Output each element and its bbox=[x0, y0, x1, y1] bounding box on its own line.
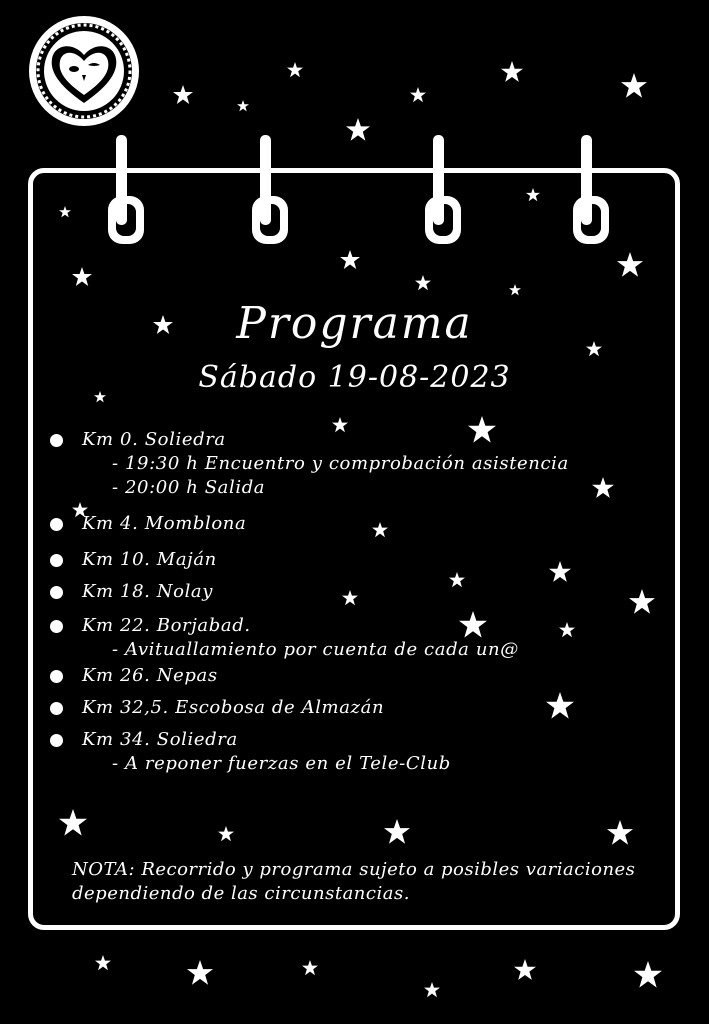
stop-detail: - A reponer fuerzas en el Tele-Club bbox=[112, 753, 451, 774]
stop-detail: - 20:00 h Salida bbox=[112, 477, 266, 498]
bullet-icon bbox=[50, 620, 63, 633]
stop-detail: - 19:30 h Encuentro y comprobación asistencia bbox=[112, 453, 569, 474]
star-icon bbox=[634, 961, 662, 988]
ring-icon bbox=[252, 135, 288, 244]
program-list bbox=[46, 428, 666, 776]
bullet-icon bbox=[50, 670, 63, 683]
list-item bbox=[46, 728, 666, 776]
notepad-rings bbox=[0, 0, 709, 260]
stop-label: Km 10. Maján bbox=[82, 549, 217, 570]
stop-label: Km 34. Soliedra bbox=[82, 729, 238, 750]
star-icon bbox=[514, 959, 536, 980]
footnote: NOTA: Recorrido y programa sujeto a posibles variaciones dependiendo de las circunstancias. bbox=[72, 859, 636, 904]
list-item bbox=[46, 580, 666, 604]
bullet-icon bbox=[50, 734, 63, 747]
star-icon bbox=[302, 960, 318, 975]
list-item bbox=[46, 664, 666, 688]
stop-label: Km 4. Momblona bbox=[82, 513, 247, 534]
list-item bbox=[46, 548, 666, 572]
bullet-icon bbox=[50, 702, 63, 715]
list-item bbox=[46, 614, 666, 662]
stop-detail: - Avituallamiento por cuenta de cada un@ bbox=[112, 639, 519, 660]
bullet-icon bbox=[50, 586, 63, 599]
stop-label: Km 22. Borjabad. bbox=[82, 615, 251, 636]
stop-label: Km 26. Nepas bbox=[82, 665, 218, 686]
bullet-icon bbox=[50, 554, 63, 567]
stop-label: Km 32,5. Escobosa de Almazán bbox=[82, 697, 385, 718]
list-item bbox=[46, 696, 666, 720]
bullet-icon bbox=[50, 518, 63, 531]
page-title: Programa bbox=[236, 298, 473, 349]
list-item bbox=[46, 512, 666, 536]
ring-icon bbox=[573, 135, 609, 244]
page-subtitle: Sábado 19-08-2023 bbox=[198, 360, 511, 395]
ring-icon bbox=[425, 135, 461, 244]
star-icon bbox=[424, 982, 440, 997]
stop-label: Km 0. Soliedra bbox=[82, 429, 226, 450]
star-icon bbox=[187, 960, 213, 985]
list-item bbox=[46, 428, 666, 500]
star-icon bbox=[95, 955, 111, 970]
bullet-icon bbox=[50, 434, 63, 447]
ring-icon bbox=[108, 135, 144, 244]
stop-label: Km 18. Nolay bbox=[82, 581, 214, 602]
